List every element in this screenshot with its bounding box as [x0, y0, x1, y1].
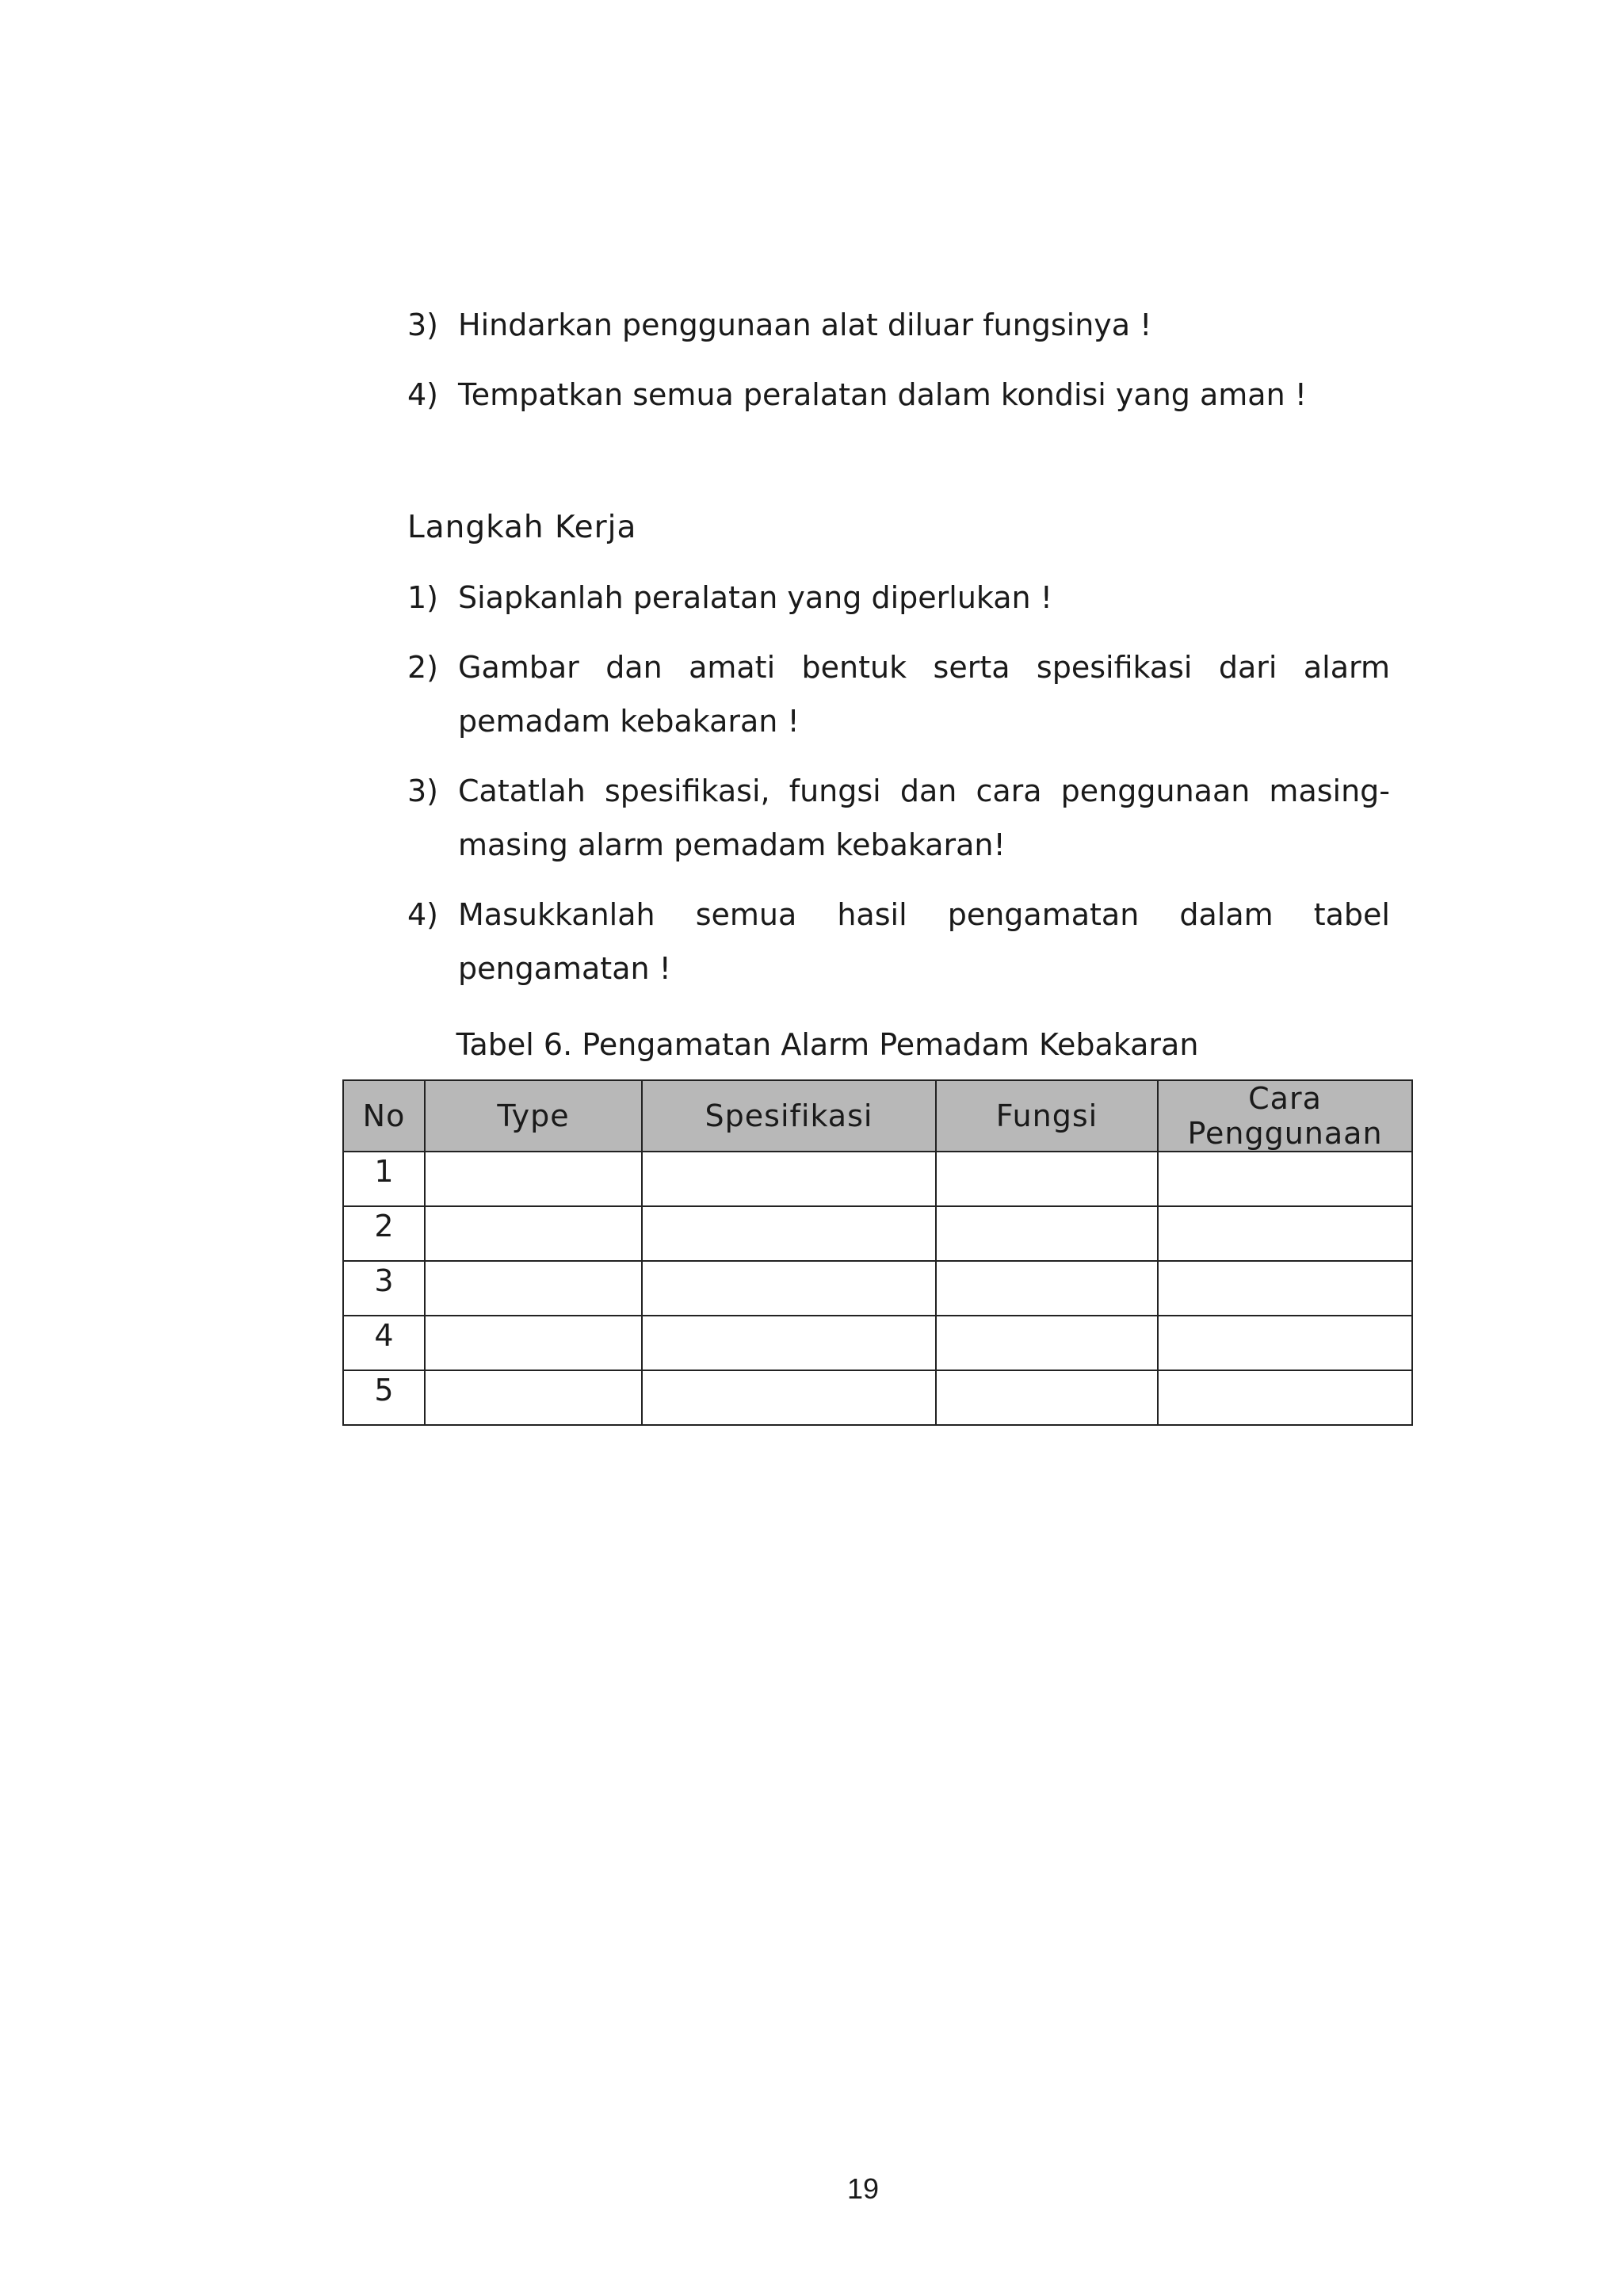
column-header-fungsi: Fungsi	[936, 1080, 1158, 1152]
column-header-spesifikasi: Spesifikasi	[642, 1080, 936, 1152]
list-item-text: Gambar dan amati bentuk serta spesifikasi dari alarm pemadam kebakaran !	[458, 650, 1390, 739]
table-row	[343, 1261, 1412, 1316]
row-number-cell: 4	[343, 1316, 425, 1370]
list-item	[407, 368, 1390, 422]
list-item-number: 4)	[407, 897, 439, 932]
column-header-cara-penggunaan: Cara Penggunaan	[1158, 1080, 1412, 1152]
row-number-cell: 3	[343, 1261, 425, 1316]
table-caption: Tabel 6. Pengamatan Alarm Pemadam Kebakaran	[456, 1027, 1199, 1062]
page-number: 19	[846, 2172, 880, 2205]
fungsi-cell	[936, 1206, 1158, 1261]
type-cell	[425, 1152, 642, 1206]
spesifikasi-cell	[642, 1316, 936, 1370]
row-number-cell: 5	[343, 1370, 425, 1425]
list-item-text: Hindarkan penggunaan alat diluar fungsinya !	[458, 308, 1152, 342]
list-item-text: Masukkanlah semua hasil pengamatan dalam tabel pengamatan !	[458, 897, 1390, 986]
table-header-row	[343, 1080, 1412, 1152]
fungsi-cell	[936, 1370, 1158, 1425]
cara-penggunaan-cell	[1158, 1261, 1412, 1316]
observation-table	[342, 1079, 1413, 1426]
spesifikasi-cell	[642, 1152, 936, 1206]
list-item	[407, 571, 1390, 625]
table-row	[343, 1316, 1412, 1370]
spesifikasi-cell	[642, 1370, 936, 1425]
list-item	[407, 298, 1390, 352]
column-header-no: No	[343, 1080, 425, 1152]
row-number-cell: 1	[343, 1152, 425, 1206]
table-row	[343, 1152, 1412, 1206]
table-row	[343, 1370, 1412, 1425]
row-number-cell: 2	[343, 1206, 425, 1261]
spesifikasi-cell	[642, 1206, 936, 1261]
type-cell	[425, 1261, 642, 1316]
list-item	[407, 764, 1390, 872]
list-item-number: 2)	[407, 650, 439, 685]
list-item	[407, 640, 1390, 748]
list-item-text: Catatlah spesifikasi, fungsi dan cara penggunaan masing-masing alarm pemadam kebakaran!	[458, 774, 1390, 862]
fungsi-cell	[936, 1152, 1158, 1206]
list-item-number: 1)	[407, 580, 439, 615]
cara-penggunaan-cell	[1158, 1152, 1412, 1206]
section-heading: Langkah Kerja	[407, 510, 637, 545]
type-cell	[425, 1206, 642, 1261]
type-cell	[425, 1370, 642, 1425]
table-row	[343, 1206, 1412, 1261]
list-item-number: 3)	[407, 308, 439, 342]
fungsi-cell	[936, 1316, 1158, 1370]
list-item-number: 4)	[407, 377, 439, 412]
cara-penggunaan-cell	[1158, 1370, 1412, 1425]
precautions-list	[407, 298, 1390, 437]
cara-penggunaan-cell	[1158, 1316, 1412, 1370]
list-item-text: Siapkanlah peralatan yang diperlukan !	[458, 580, 1052, 615]
type-cell	[425, 1316, 642, 1370]
list-item	[407, 888, 1390, 995]
fungsi-cell	[936, 1261, 1158, 1316]
work-steps-list	[407, 571, 1390, 1011]
cara-penggunaan-cell	[1158, 1206, 1412, 1261]
list-item-text: Tempatkan semua peralatan dalam kondisi yang aman !	[458, 377, 1307, 412]
spesifikasi-cell	[642, 1261, 936, 1316]
list-item-number: 3)	[407, 774, 439, 808]
column-header-type: Type	[425, 1080, 642, 1152]
